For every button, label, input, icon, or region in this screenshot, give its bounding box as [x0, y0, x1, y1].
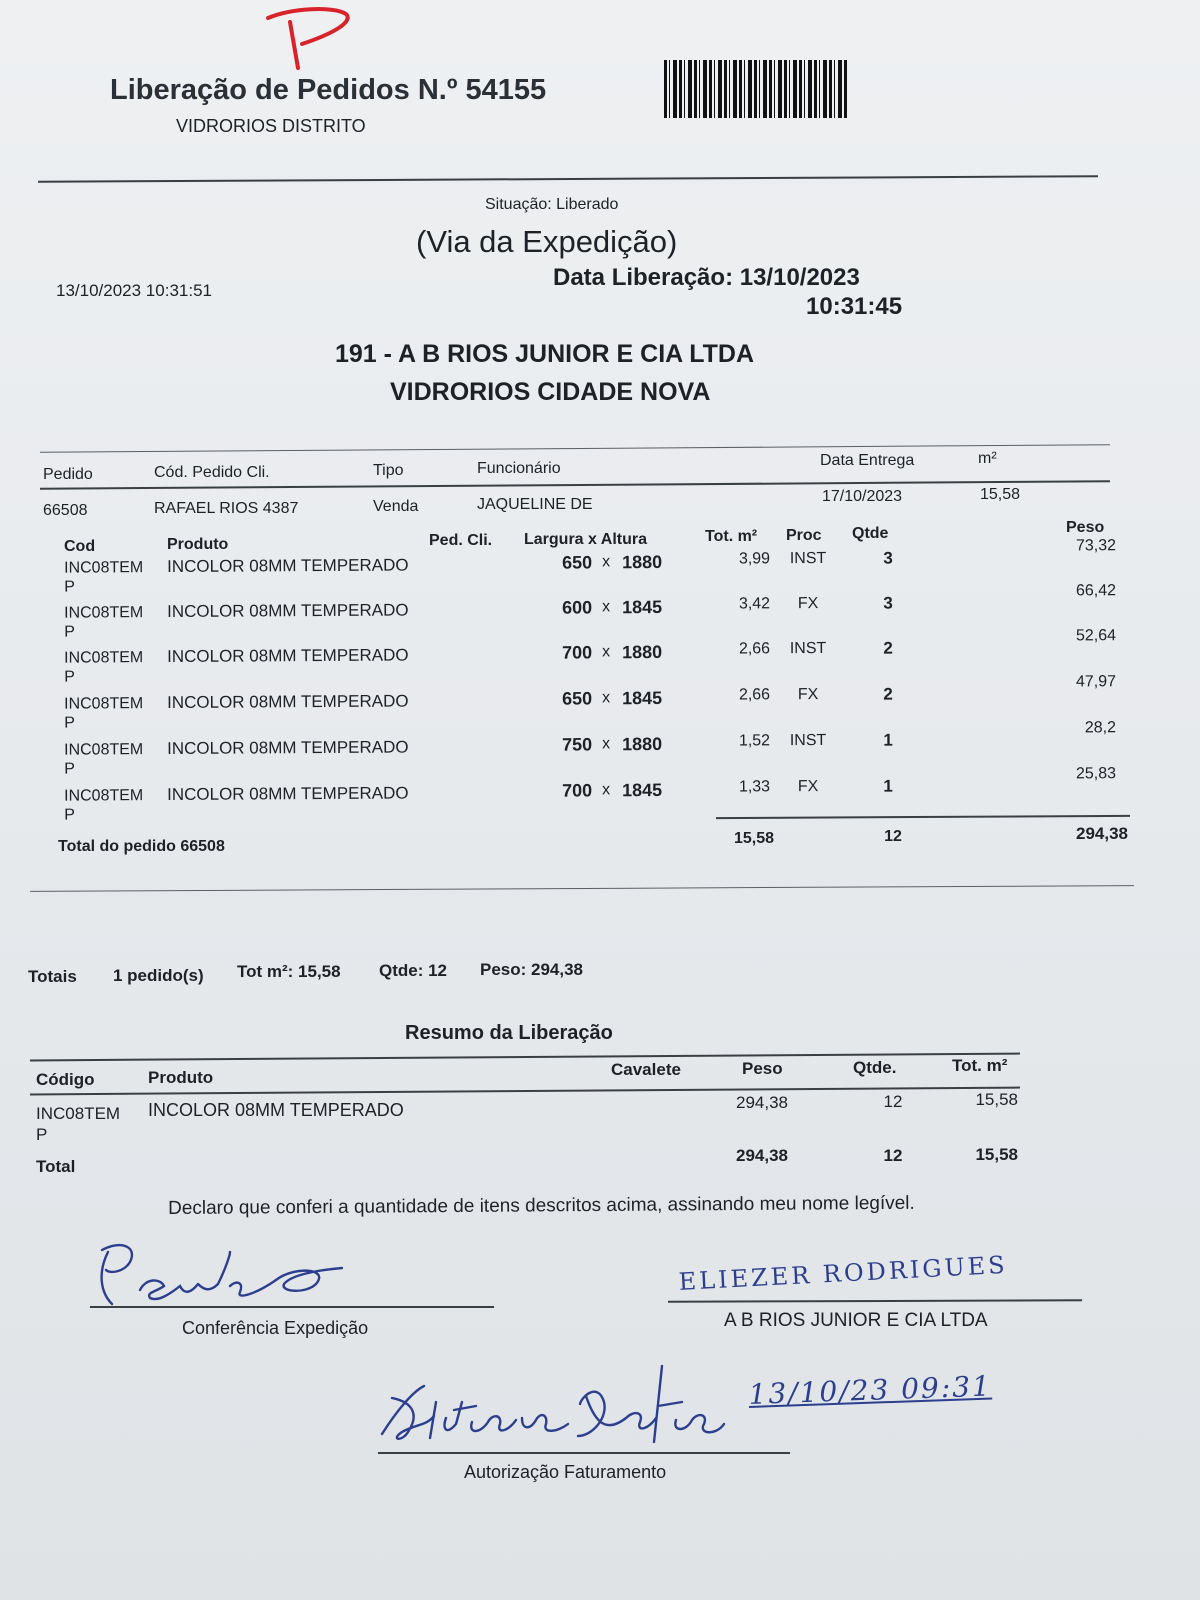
label-tipo: Tipo	[373, 462, 404, 479]
item-cod-suffix: P	[64, 668, 75, 686]
value-cod-cli: RAFAEL RIOS 4387	[154, 500, 299, 517]
divider	[38, 175, 1098, 183]
totals-tot-m2: Tot m²: 15,58	[237, 962, 341, 981]
table-row	[0, 765, 1200, 824]
totals-qtde: Qtde: 12	[379, 961, 448, 980]
declaration-text: Declaro que conferi a quantidade de itens descritos acima, assinando meu nome legível.	[168, 1192, 915, 1219]
document-title: Liberação de Pedidos N.º 54155	[110, 74, 547, 106]
summary-total-tot-m2: 15,58	[975, 1145, 1018, 1164]
item-proc: INST	[789, 549, 827, 568]
item-peso: 66,42	[1075, 582, 1117, 600]
summary-codigo-suffix: P	[36, 1125, 48, 1144]
col-peso: Peso	[1066, 519, 1105, 536]
item-altura: 1845	[622, 779, 663, 801]
item-qtde: 1	[883, 730, 893, 750]
item-largura: 700	[561, 780, 593, 801]
signature-conferencia	[80, 1232, 360, 1312]
item-qtde: 2	[883, 638, 893, 658]
item-peso: 52,64	[1075, 627, 1117, 645]
item-proc: INST	[789, 731, 827, 750]
item-cod-suffix: P	[64, 578, 75, 596]
summary-qtde: 12	[883, 1092, 903, 1111]
summary-col-tot-m2: Tot. m²	[952, 1056, 1008, 1075]
item-peso: 25,83	[1075, 765, 1117, 783]
item-produto: INCOLOR 08MM TEMPERADO	[167, 691, 409, 712]
autorizacao-label: Autorização Faturamento	[464, 1462, 667, 1482]
label-cod-cli: Cód. Pedido Cli.	[154, 464, 270, 481]
item-x: x	[602, 553, 611, 571]
item-proc: FX	[797, 595, 819, 613]
item-cod: INC08TEM	[64, 604, 144, 622]
item-cod: INC08TEM	[64, 787, 144, 805]
item-largura: 650	[561, 552, 593, 573]
item-largura: 600	[561, 597, 593, 618]
col-dims: Largura x Altura	[524, 531, 647, 548]
company-name: VIDRORIOS DISTRITO	[176, 116, 366, 136]
item-tot-m2: 1,33	[738, 778, 771, 796]
item-cod-suffix: P	[64, 806, 75, 824]
order-total-label: Total do pedido 66508	[58, 838, 225, 855]
item-qtde: 1	[883, 776, 893, 796]
item-altura: 1880	[622, 733, 663, 755]
handwritten-date: 13/10/23 09:31	[748, 1369, 993, 1411]
summary-produto: INCOLOR 08MM TEMPERADO	[148, 1100, 404, 1120]
signature-autorizacao	[372, 1362, 732, 1458]
client-store: VIDRORIOS CIDADE NOVA	[390, 378, 711, 406]
summary-col-qtde: Qtde.	[853, 1058, 897, 1077]
item-produto: INCOLOR 08MM TEMPERADO	[167, 600, 409, 621]
barcode	[664, 60, 848, 118]
summary-codigo: INC08TEM	[36, 1104, 121, 1123]
item-peso: 47,97	[1075, 673, 1117, 691]
item-peso: 73,32	[1075, 537, 1117, 555]
item-cod: INC08TEM	[64, 741, 144, 759]
item-cod-suffix: P	[64, 760, 75, 778]
summary-total-qtde: 12	[883, 1146, 903, 1165]
summary-peso: 294,38	[736, 1093, 788, 1112]
item-qtde: 3	[883, 593, 893, 613]
client-name: 191 - A B RIOS JUNIOR E CIA LTDA	[335, 340, 755, 368]
item-cod-suffix: P	[64, 714, 75, 732]
item-altura: 1880	[622, 551, 663, 573]
client-signature-label: A B RIOS JUNIOR E CIA LTDA	[724, 1310, 988, 1331]
summary-col-codigo: Código	[36, 1070, 95, 1089]
item-produto: INCOLOR 08MM TEMPERADO	[167, 645, 409, 666]
signature-line	[378, 1452, 790, 1454]
item-proc: FX	[797, 686, 819, 704]
item-cod: INC08TEM	[64, 559, 144, 577]
data-liberacao-time: 10:31:45	[806, 293, 903, 320]
handwritten-mark-p	[262, 4, 362, 70]
data-liberacao: Data Liberação: 13/10/2023	[553, 264, 860, 291]
conferencia-label: Conferência Expedição	[182, 1318, 369, 1338]
item-produto: INCOLOR 08MM TEMPERADO	[167, 555, 409, 576]
totals-pedidos: 1 pedido(s)	[113, 966, 204, 985]
item-produto: INCOLOR 08MM TEMPERADO	[167, 737, 409, 758]
label-pedido: Pedido	[43, 466, 93, 483]
label-data-entrega: Data Entrega	[820, 452, 915, 469]
summary-title: Resumo da Liberação	[405, 1022, 613, 1044]
col-tot-m2: Tot. m²	[705, 528, 758, 545]
via-title: (Via da Expedição)	[416, 224, 678, 259]
summary-tot-m2: 15,58	[975, 1090, 1018, 1109]
summary-col-produto: Produto	[148, 1068, 214, 1087]
col-cod: Cod	[64, 538, 96, 555]
print-datetime: 13/10/2023 10:31:51	[56, 281, 212, 300]
col-proc: Proc	[786, 527, 822, 544]
col-qtde: Qtde	[852, 525, 889, 542]
item-altura: 1845	[622, 687, 663, 709]
situacao-text: Situação: Liberado	[485, 196, 619, 213]
order-total-qtde: 12	[884, 828, 902, 845]
item-x: x	[602, 598, 611, 616]
value-m2: 15,58	[980, 486, 1021, 503]
totals-peso: Peso: 294,38	[480, 960, 584, 979]
value-pedido: 66508	[43, 502, 88, 519]
item-largura: 750	[561, 734, 593, 755]
col-produto: Produto	[167, 536, 229, 553]
value-data-entrega: 17/10/2023	[822, 488, 903, 505]
item-altura: 1845	[622, 596, 663, 618]
signature-line	[90, 1306, 494, 1308]
item-largura: 650	[561, 688, 593, 709]
item-produto: INCOLOR 08MM TEMPERADO	[167, 783, 409, 804]
order-total-peso: 294,38	[1076, 824, 1128, 843]
summary-col-peso: Peso	[742, 1059, 783, 1078]
item-largura: 700	[561, 642, 593, 663]
item-altura: 1880	[622, 641, 663, 663]
totals-label: Totais	[28, 967, 77, 986]
col-ped-cli: Ped. Cli.	[429, 532, 493, 549]
item-tot-m2: 2,66	[738, 686, 771, 704]
divider	[30, 885, 1134, 892]
value-funcionario: JAQUELINE DE	[477, 496, 593, 513]
item-cod: INC08TEM	[64, 695, 144, 713]
summary-total-label: Total	[36, 1157, 76, 1176]
item-cod-suffix: P	[64, 623, 75, 641]
client-handwritten-name: ELIEZER RODRIGUES	[678, 1250, 1009, 1296]
divider	[716, 815, 1130, 819]
item-x: x	[602, 643, 611, 661]
signature-line	[668, 1299, 1082, 1302]
item-x: x	[602, 781, 611, 799]
item-peso: 28,2	[1084, 719, 1117, 737]
item-qtde: 2	[883, 684, 893, 704]
item-cod: INC08TEM	[64, 649, 144, 667]
item-tot-m2: 1,52	[738, 732, 771, 750]
order-total-m2: 15,58	[733, 830, 774, 847]
divider	[40, 444, 1110, 452]
label-m2: m²	[978, 450, 997, 467]
item-proc: FX	[797, 778, 819, 796]
item-proc: INST	[789, 639, 827, 658]
value-tipo: Venda	[373, 498, 419, 515]
label-funcionario: Funcionário	[477, 460, 561, 477]
item-qtde: 3	[883, 548, 893, 568]
summary-col-cavalete: Cavalete	[611, 1060, 681, 1079]
item-x: x	[602, 735, 611, 753]
item-x: x	[602, 689, 611, 707]
item-tot-m2: 3,99	[738, 550, 771, 568]
item-tot-m2: 2,66	[738, 640, 771, 658]
summary-total-peso: 294,38	[736, 1146, 788, 1165]
item-tot-m2: 3,42	[738, 595, 771, 613]
